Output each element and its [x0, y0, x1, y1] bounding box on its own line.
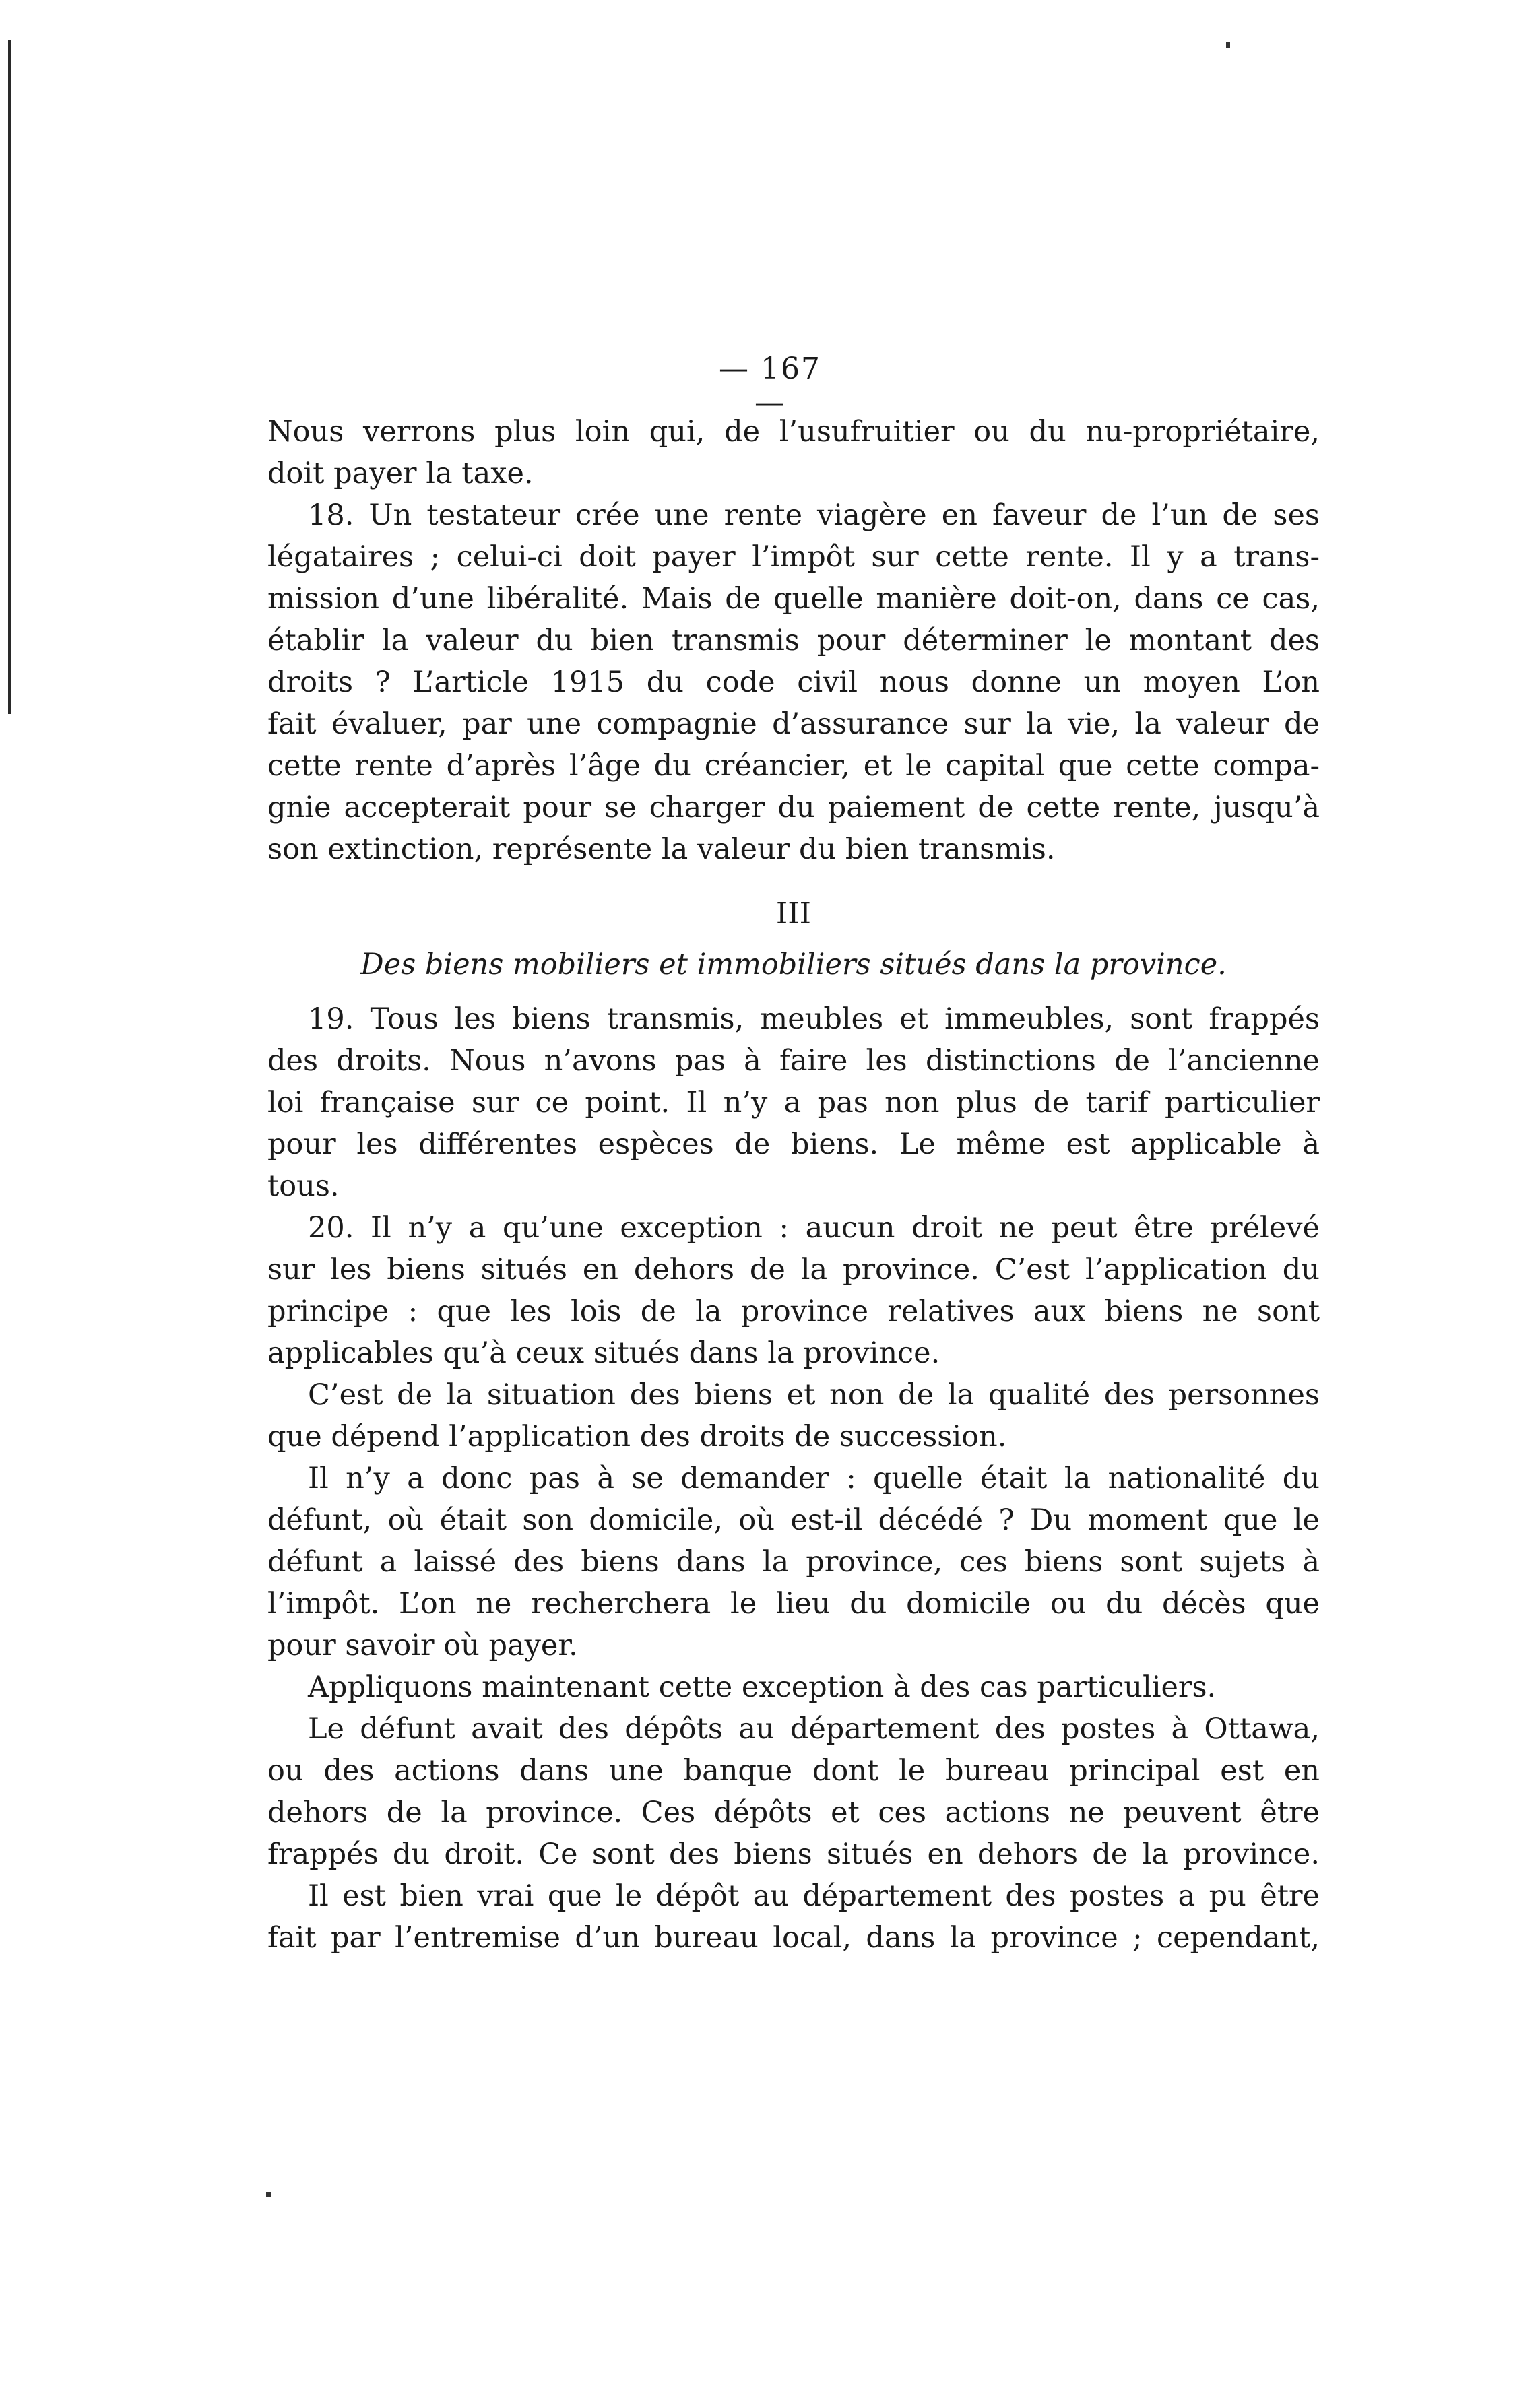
- paragraph-25: [267, 1875, 1320, 1959]
- text-line: Il est bien vrai que le dépôt au département des postes a pu être: [308, 1879, 1320, 1913]
- section-number: III: [775, 897, 812, 931]
- paragraph-18: [267, 494, 1320, 870]
- speck-mark: [1226, 42, 1230, 48]
- text-line: cette rente d’après l’âge du créancier, et le capital que cette compa-: [267, 749, 1320, 783]
- text-line: fait évaluer, par une compagnie d’assurance sur la vie, la valeur de: [267, 707, 1320, 741]
- text-line: principe : que les lois de la province relatives aux biens ne sont: [267, 1295, 1320, 1328]
- text-line: dehors de la province. Ces dépôts et ces actions ne peuvent être: [267, 1796, 1320, 1829]
- page-edge-line: [8, 40, 11, 714]
- paragraph-21: [267, 1374, 1320, 1458]
- page-number: — 167 —: [719, 352, 821, 420]
- text-line: 19. Tous les biens transmis, meubles et immeubles, sont frappés: [308, 1002, 1320, 1036]
- text-line: l’impôt. L’on ne recherchera le lieu du domicile ou du décès que: [267, 1587, 1320, 1621]
- paragraph-continuation: [267, 411, 1320, 494]
- text-line: loi française sur ce point. Il n’y a pas non plus de tarif particulier: [267, 1086, 1320, 1119]
- text-line: fait par l’entremise d’un bureau local, dans la province ; cependant,: [267, 1921, 1320, 1955]
- text-line: C’est de la situation des biens et non de la qualité des personnes: [308, 1378, 1320, 1412]
- text-line: gnie accepterait pour se charger du paiement de cette rente, jusqu’à: [267, 791, 1320, 824]
- text-line: que dépend l’application des droits de succession.: [267, 1420, 1007, 1454]
- paragraph-22: [267, 1458, 1320, 1666]
- text-line: Le défunt avait des dépôts au département des postes à Ottawa,: [308, 1712, 1320, 1746]
- paragraph-23: [267, 1666, 1320, 1708]
- text-line: défunt a laissé des biens dans la province, ces biens sont sujets à: [267, 1545, 1320, 1579]
- text-line: Nous verrons plus loin qui, de l’usufruitier ou du nu-propriétaire,: [267, 415, 1320, 449]
- text-line: défunt, où était son domicile, où est-il décédé ? Du moment que le: [267, 1503, 1320, 1537]
- speck-mark: [266, 2192, 271, 2197]
- text-line: des droits. Nous n’avons pas à faire les distinctions de l’ancienne: [267, 1044, 1320, 1078]
- text-line: doit payer la taxe.: [267, 457, 534, 490]
- text-line: sur les biens situés en dehors de la province. C’est l’application du: [267, 1253, 1320, 1287]
- text-line: droits ? L’article 1915 du code civil nous donne un moyen L’on: [267, 665, 1320, 699]
- text-line: mission d’une libéralité. Mais de quelle manière doit-on, dans ce cas,: [267, 582, 1320, 616]
- text-line: applicables qu’à ceux situés dans la province.: [267, 1336, 940, 1370]
- text-line: tous.: [267, 1169, 340, 1203]
- text-line: pour savoir où payer.: [267, 1629, 578, 1662]
- text-line: Il n’y a donc pas à se demander : quelle était la nationalité du: [308, 1462, 1320, 1495]
- text-line: pour les différentes espèces de biens. Le même est applicable à: [267, 1128, 1320, 1161]
- section-title: Des biens mobiliers et immobiliers situés dans la province.: [360, 948, 1227, 981]
- body-text: [267, 411, 1320, 1959]
- paragraph-20: [267, 1207, 1320, 1374]
- text-line: ou des actions dans une banque dont le bureau principal est en: [267, 1754, 1320, 1788]
- text-line: son extinction, représente la valeur du bien transmis.: [267, 833, 1056, 866]
- text-line: établir la valeur du bien transmis pour déterminer le montant des: [267, 624, 1320, 657]
- text-line: 20. Il n’y a qu’une exception : aucun droit ne peut être prélevé: [308, 1211, 1320, 1245]
- text-line: légataires ; celui-ci doit payer l’impôt sur cette rente. Il y a trans-: [267, 540, 1320, 574]
- text-line: Appliquons maintenant cette exception à des cas particuliers.: [308, 1670, 1217, 1704]
- text-line: frappés du droit. Ce sont des biens situés en dehors de la province.: [267, 1837, 1320, 1871]
- text-line: 18. Un testateur crée une rente viagère en faveur de l’un de ses: [308, 498, 1320, 532]
- paragraph-24: [267, 1708, 1320, 1875]
- paragraph-19: [267, 998, 1320, 1207]
